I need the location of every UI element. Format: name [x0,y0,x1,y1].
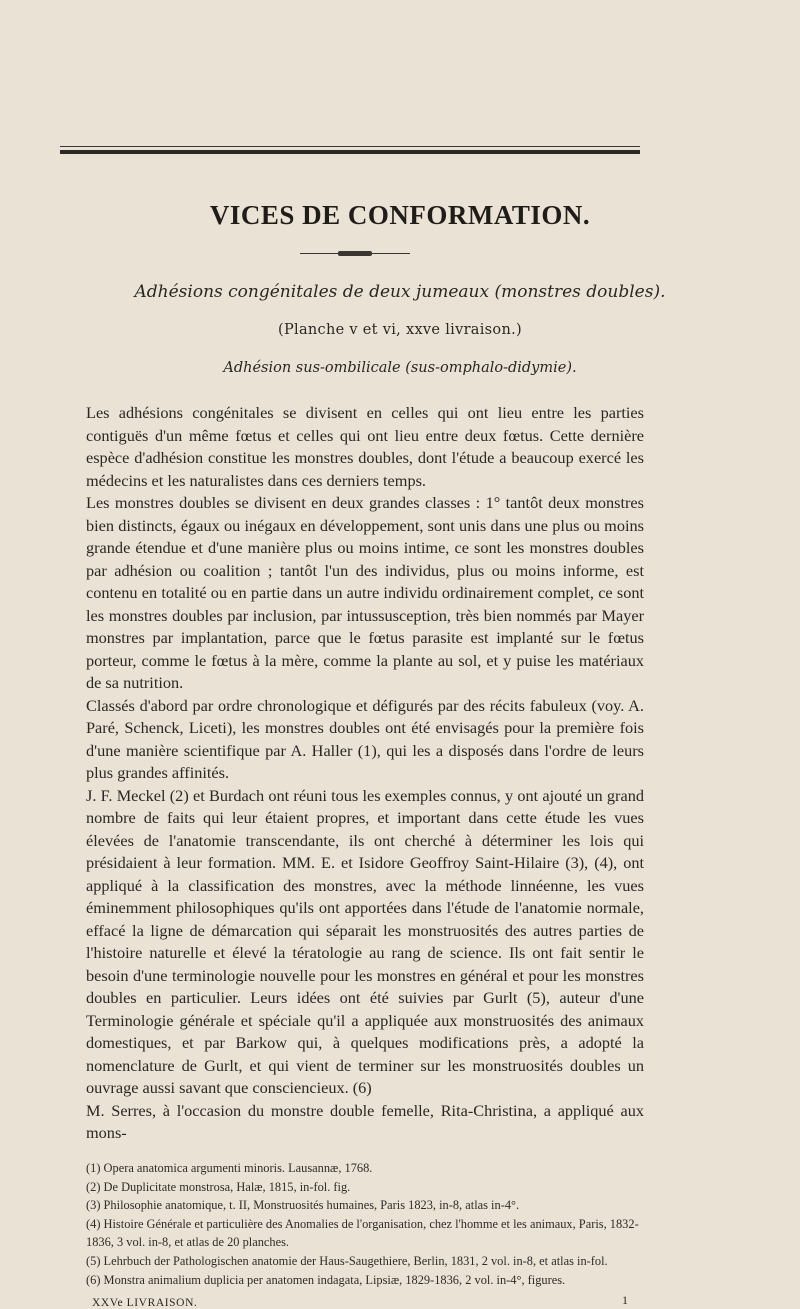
body-text [86,402,644,1145]
footnote: (1) Opera anatomica argumenti minoris. Lausannæ, 1768. [86,1161,373,1175]
footnote: (4) Histoire Générale et particulière des Anomalies de l'organisation, chez l'homme et les animaux, Paris, 1832-1836, 3 vol. in-8, et atlas de 20 planches. [86,1216,639,1250]
footnote: (3) Philosophie anatomique, t. II, Monstruosités humaines, Paris 1823, in-8, atlas in-4°. [86,1198,520,1213]
footnote: (6) Monstra animalium duplicia per anatomen indagata, Lipsiæ, 1829-1836, 2 vol. in-4°, figures. [86,1272,566,1287]
paragraph: Les monstres doubles se divisent en deux grandes classes : 1° tantôt deux monstres bien distincts, égaux ou inégaux en développement, sont unis dans une plus ou moins grande étendue et d'une manière plus ou moins intime, ce sont les monstres doubles par adhésion ou coalition ; tantôt l'un des individus, plus ou moins informe, est contenu en totalité ou en partie dans un autre individu ordinairement complet, ce sont les monstres doubles par inclusion, par intussusception, très bien nommés par Mayer monstres par implantation, parce que le fœtus parasite est implanté sur le fœtus porteur, comme le fœtus à la mère, comme la plante au sol, et y puise les matériaux de sa nutrition. [86,493,644,692]
page-title: VICES DE CONFORMATION. [209,200,591,230]
paragraph: M. Serres, à l'occasion du monstre double femelle, Rita-Christina, a appliqué aux mons- [86,1100,644,1142]
plate-reference: (Planche v et vi, xxve livraison.) [278,322,522,338]
livraison-label: XXVe LIVRAISON. [92,1297,198,1309]
title-ornament [300,250,410,258]
footnote: (5) Lehrbuch der Pathologischen anatomie der Haus-Saugethiere, Berlin, 1831, 2 vol. in-8, et atlas in-fol. [86,1253,608,1268]
header-double-rule [60,146,640,156]
page-number: 1 [622,1293,628,1307]
subsection-title: Adhésion sus-ombilicale (sus-omphalo-didymie). [223,360,577,376]
paragraph: Les adhésions congénitales se divisent en celles qui ont lieu entre les parties contiguës d'un même fœtus et celles qui ont lieu entre deux fœtus. Cette dernière espèce d'adhésion constitue les monstres doubles, dont l'étude a beaucoup exercé les médecins et les naturalistes dans ces derniers temps. [86,403,644,490]
paragraph: J. F. Meckel (2) et Burdach ont réuni tous les exemples connus, y ont ajouté un grand nombre de faits qui leur étaient propres, et important dans cette étude les vues élevées de l'anatomie transcendante, ils ont cherché à déterminer les lois qui présidaient à leur formation. MM. E. et Isidore Geoffroy Saint-Hilaire (3), (4), ont appliqué à la classification des monstres, avec la méthode linnéenne, les vues éminemment philosophiques qu'ils ont apportées dans l'étude de l'anatomie normale, effacé la ligne de démarcation qui séparait les monstruosités des autres parties de l'histoire naturelle et élevé la tératologie au rang de science. Ils ont fait sentir le besoin d'une terminologie nouvelle pour les monstres en général et pour les monstres doubles en particulier. Leurs idées ont été suivies par Gurlt (5), auteur d'une Terminologie générale et spéciale qu'il a appliquée aux monstruosités des animaux domestiques, et par Barkow qui, à quelques modifications près, a adopté la nomenclature de Gurlt, et qui vient de terminer sur les monstruosités doubles un ouvrage aussi savant que consciencieux. (6) [86,785,644,1097]
section-subtitle: Adhésions congénitales de deux jumeaux (monstres doubles). [134,282,666,302]
footnote: (2) De Duplicitate monstrosa, Halæ, 1815, in-fol. fig. [86,1179,351,1194]
footnotes [86,1159,654,1289]
paragraph: Classés d'abord par ordre chronologique et défigurés par des récits fabuleux (voy. A. Paré, Schenck, Liceti), les monstres doubles ont été envisagés pour la première fois d'une manière scientifique par A. Haller (1), qui les a disposés dans l'ordre de leurs plus grandes affinités. [86,695,644,782]
